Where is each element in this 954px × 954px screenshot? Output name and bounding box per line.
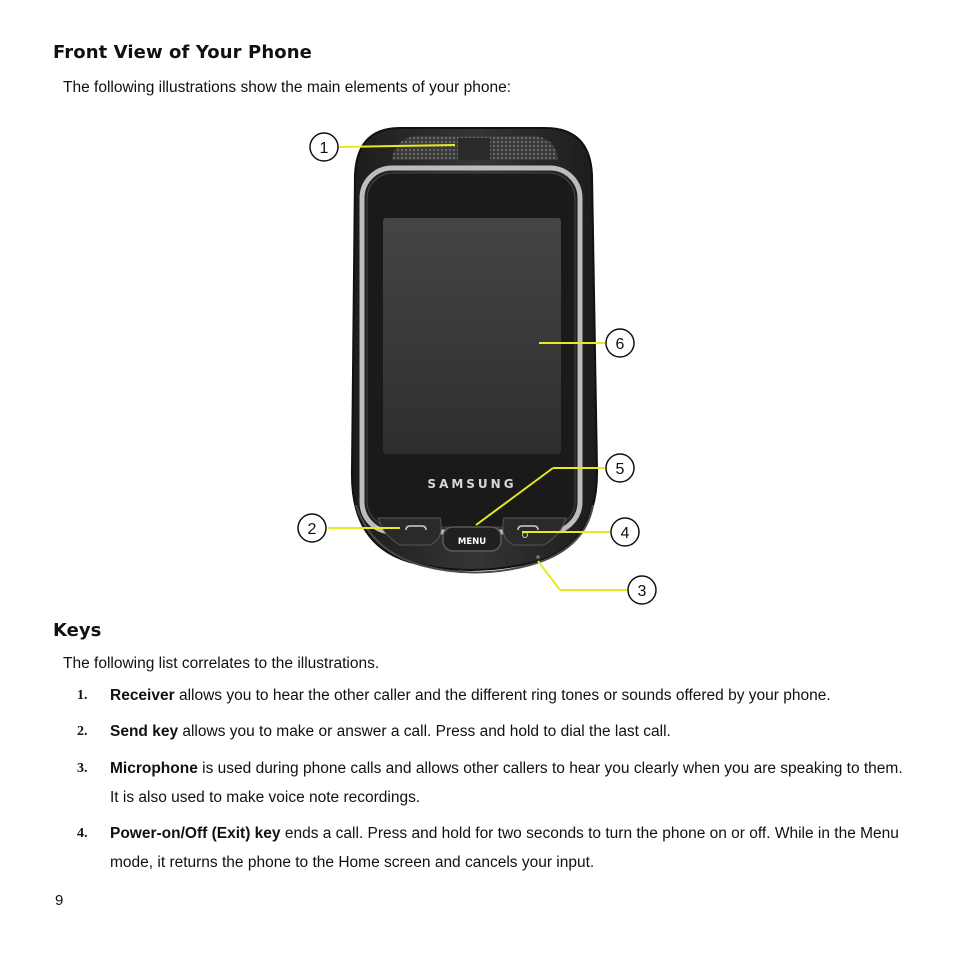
menu-key-label: MENU xyxy=(457,537,487,547)
callout-4 xyxy=(611,518,639,546)
item-number: 4. xyxy=(77,826,88,841)
item-text: allows you to make or answer a call. Press and hold to dial the last call. xyxy=(178,723,671,740)
display-screen xyxy=(383,218,561,454)
item-term: Send key xyxy=(110,723,179,740)
section-title-keys: Keys xyxy=(53,620,102,641)
list-item xyxy=(77,754,907,812)
item-number: 3. xyxy=(77,761,88,776)
item-term: Receiver xyxy=(110,687,175,704)
section-title-front-view: Front View of Your Phone xyxy=(53,42,312,63)
microphone-hole xyxy=(536,555,540,559)
svg-text:4: 4 xyxy=(620,525,630,542)
callout-6 xyxy=(606,329,634,357)
callout-5 xyxy=(606,454,634,482)
callout-1 xyxy=(310,133,338,161)
svg-text:2: 2 xyxy=(307,521,317,538)
item-term: Microphone xyxy=(110,760,198,777)
svg-text:5: 5 xyxy=(615,461,625,478)
svg-text:1: 1 xyxy=(319,140,329,157)
intro-text: The following illustrations show the main elements of your phone: xyxy=(63,79,512,96)
item-text: ends a call. Press and hold for two seconds to turn the phone on or off. While in the Menu mode, it returns the phone to the Home screen and cancels your input. xyxy=(110,825,899,871)
page-number: 9 xyxy=(55,892,64,909)
list-item xyxy=(77,717,907,746)
svg-text:3: 3 xyxy=(637,583,647,600)
list-item xyxy=(77,681,907,710)
item-number: 2. xyxy=(77,724,88,739)
receiver-grill xyxy=(392,136,558,160)
item-text: is used during phone calls and allows other callers to hear you clearly when you are speaking to them. It is also used to make voice note recordings. xyxy=(110,760,903,806)
item-number: 1. xyxy=(77,688,88,703)
item-text: allows you to hear the other caller and the different ring tones or sounds offered by your phone. xyxy=(174,687,831,704)
menu-key xyxy=(443,527,501,551)
callout-2 xyxy=(298,514,326,542)
callout-3 xyxy=(628,576,656,604)
svg-text:6: 6 xyxy=(615,336,625,353)
keys-intro-text: The following list correlates to the illustrations. xyxy=(63,655,380,672)
brand-logo: SAMSUNG xyxy=(427,477,517,491)
list-item xyxy=(77,819,907,877)
item-term: Power-on/Off (Exit) key xyxy=(110,825,281,842)
